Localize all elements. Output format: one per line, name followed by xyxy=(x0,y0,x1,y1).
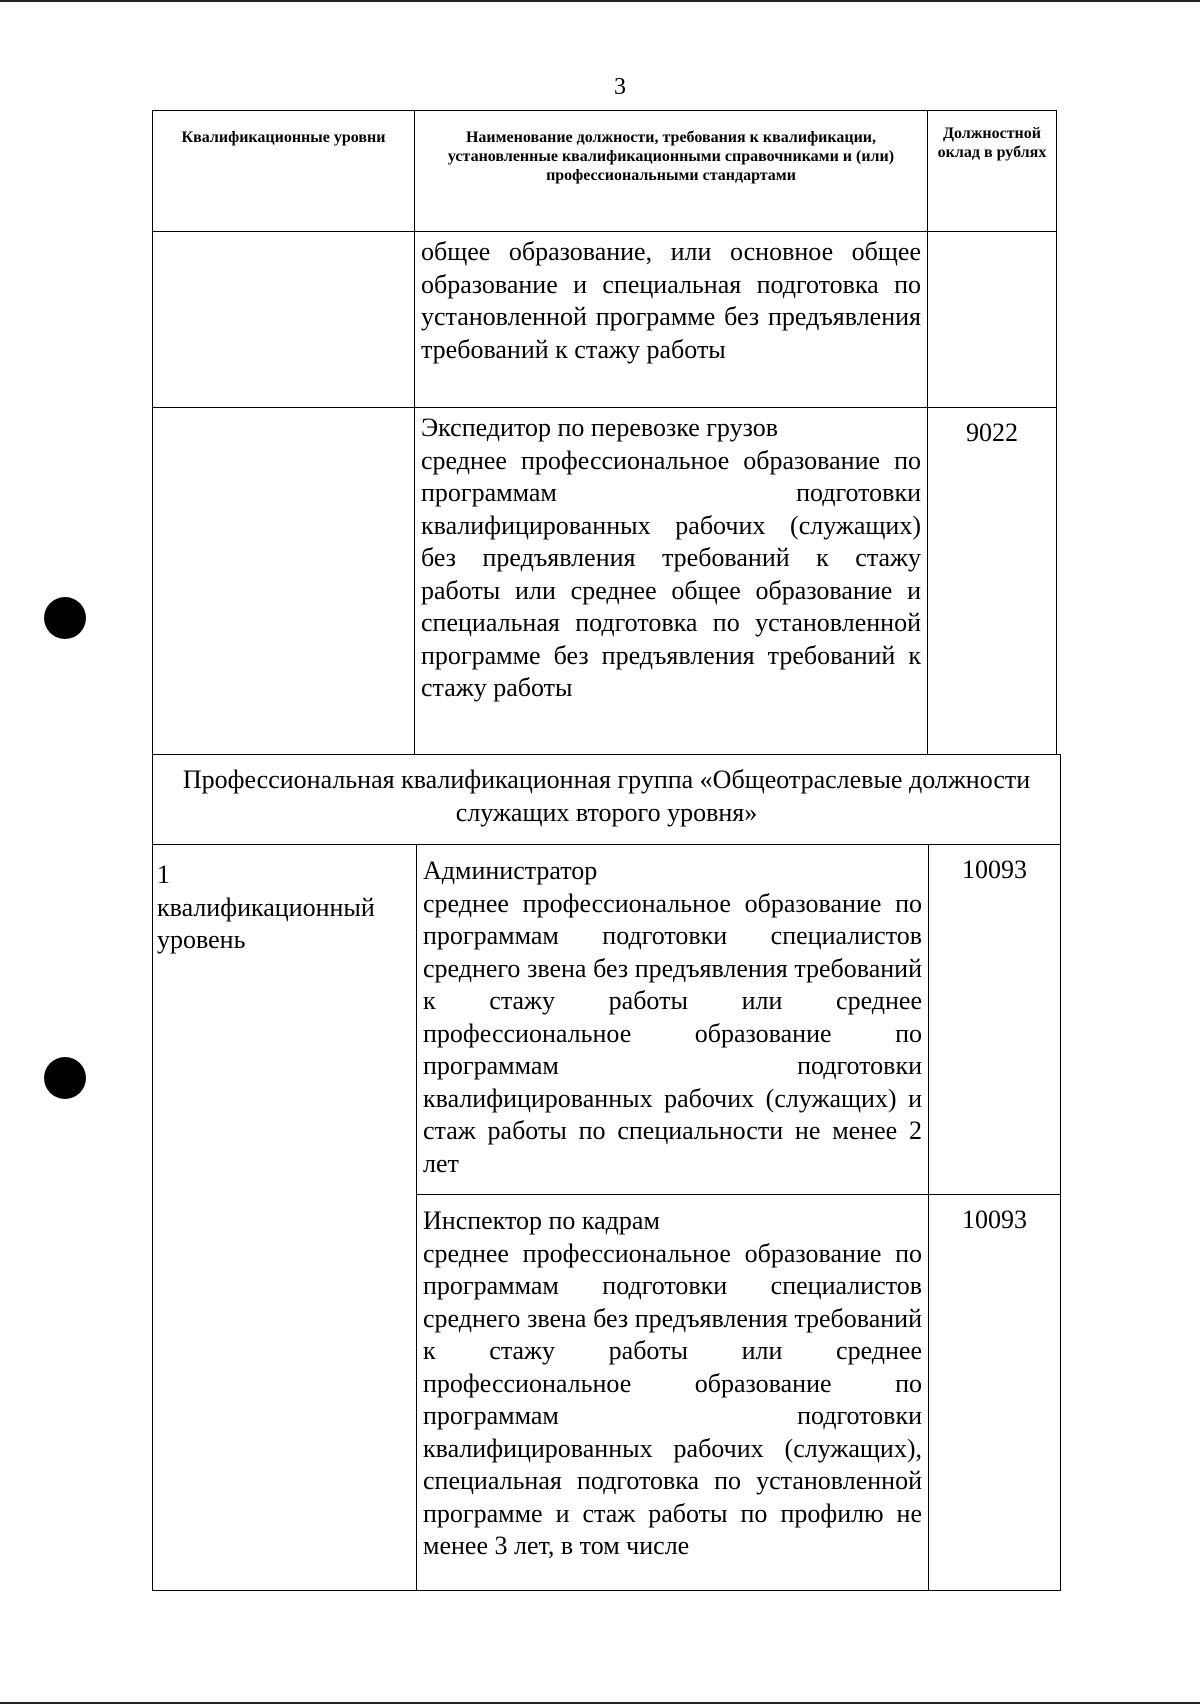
level-cell-empty xyxy=(153,232,415,408)
header-qualification-levels: Квалификационные уровни xyxy=(153,111,415,232)
level-cell-empty xyxy=(153,408,415,755)
table-row xyxy=(153,232,1057,408)
requirements-cell xyxy=(417,845,929,1195)
position-title: Экспедитор по перевозке грузов xyxy=(421,413,778,442)
page-number: 3 xyxy=(614,74,626,100)
salary-value: 10093 xyxy=(929,1195,1061,1591)
professional-group-heading: Профессиональная квалификационная группа «Общеотраслевые должности служащих второго уровня» xyxy=(153,755,1061,845)
position-title: Инспектор по кадрам xyxy=(423,1206,660,1235)
table-header-row xyxy=(153,111,1057,232)
requirements-text: среднее профессиональное образование по программам подготовки специалистов среднего звена без предъявления требований к стажу работы или среднее профессиональное образование по программам подготовки квалифицированных рабочих (служащих) и стаж работы по специальности не менее 2 лет xyxy=(423,888,922,1178)
salary-cell-empty xyxy=(928,232,1057,408)
requirements-cell xyxy=(415,408,928,755)
group-heading-row xyxy=(153,755,1061,845)
bottom-edge-line xyxy=(0,1702,1200,1704)
position-title: Администратор xyxy=(423,856,598,885)
requirements-text: общее образование, или основное общее образование и специальная подготовка по установленной программе без предъявления требований к стажу работы xyxy=(421,237,921,364)
salary-value: 10093 xyxy=(929,845,1061,1195)
qualification-table-lower xyxy=(152,754,1061,1591)
table-row xyxy=(153,408,1057,755)
header-salary: Должностной оклад в рублях xyxy=(928,111,1057,232)
level-label: квалификационный уровень xyxy=(157,892,375,954)
table-row xyxy=(153,845,1061,1195)
punch-hole-lower xyxy=(44,1057,86,1099)
qualification-table-upper xyxy=(152,110,1057,755)
top-edge-line xyxy=(0,0,1200,2)
requirements-cell xyxy=(415,232,928,408)
requirements-text: среднее профессиональное образование по программам подготовки квалифицированных рабочих (служащих) без предъявления требований к стажу работы или среднее общее образование и специальная подготовка по установленной программе без предъявления требований к стажу работы xyxy=(421,445,921,702)
qualification-level-cell xyxy=(153,845,417,1591)
punch-hole-upper xyxy=(44,597,86,639)
requirements-cell xyxy=(417,1195,929,1591)
salary-value: 9022 xyxy=(928,408,1057,755)
requirements-text: среднее профессиональное образование по программам подготовки специалистов среднего звена без предъявления требований к стажу работы или среднее профессиональное образование по программам подготовки квалифицированных рабочих (служащих), специальная подготовка по установленной программе и стаж работы по профилю не менее 3 лет, в том числе xyxy=(423,1238,922,1560)
level-number: 1 xyxy=(157,860,170,889)
header-position-requirements: Наименование должности, требования к квалификации, установленные квалификационными справочниками и (или) профессиональными стандартами xyxy=(415,111,928,232)
